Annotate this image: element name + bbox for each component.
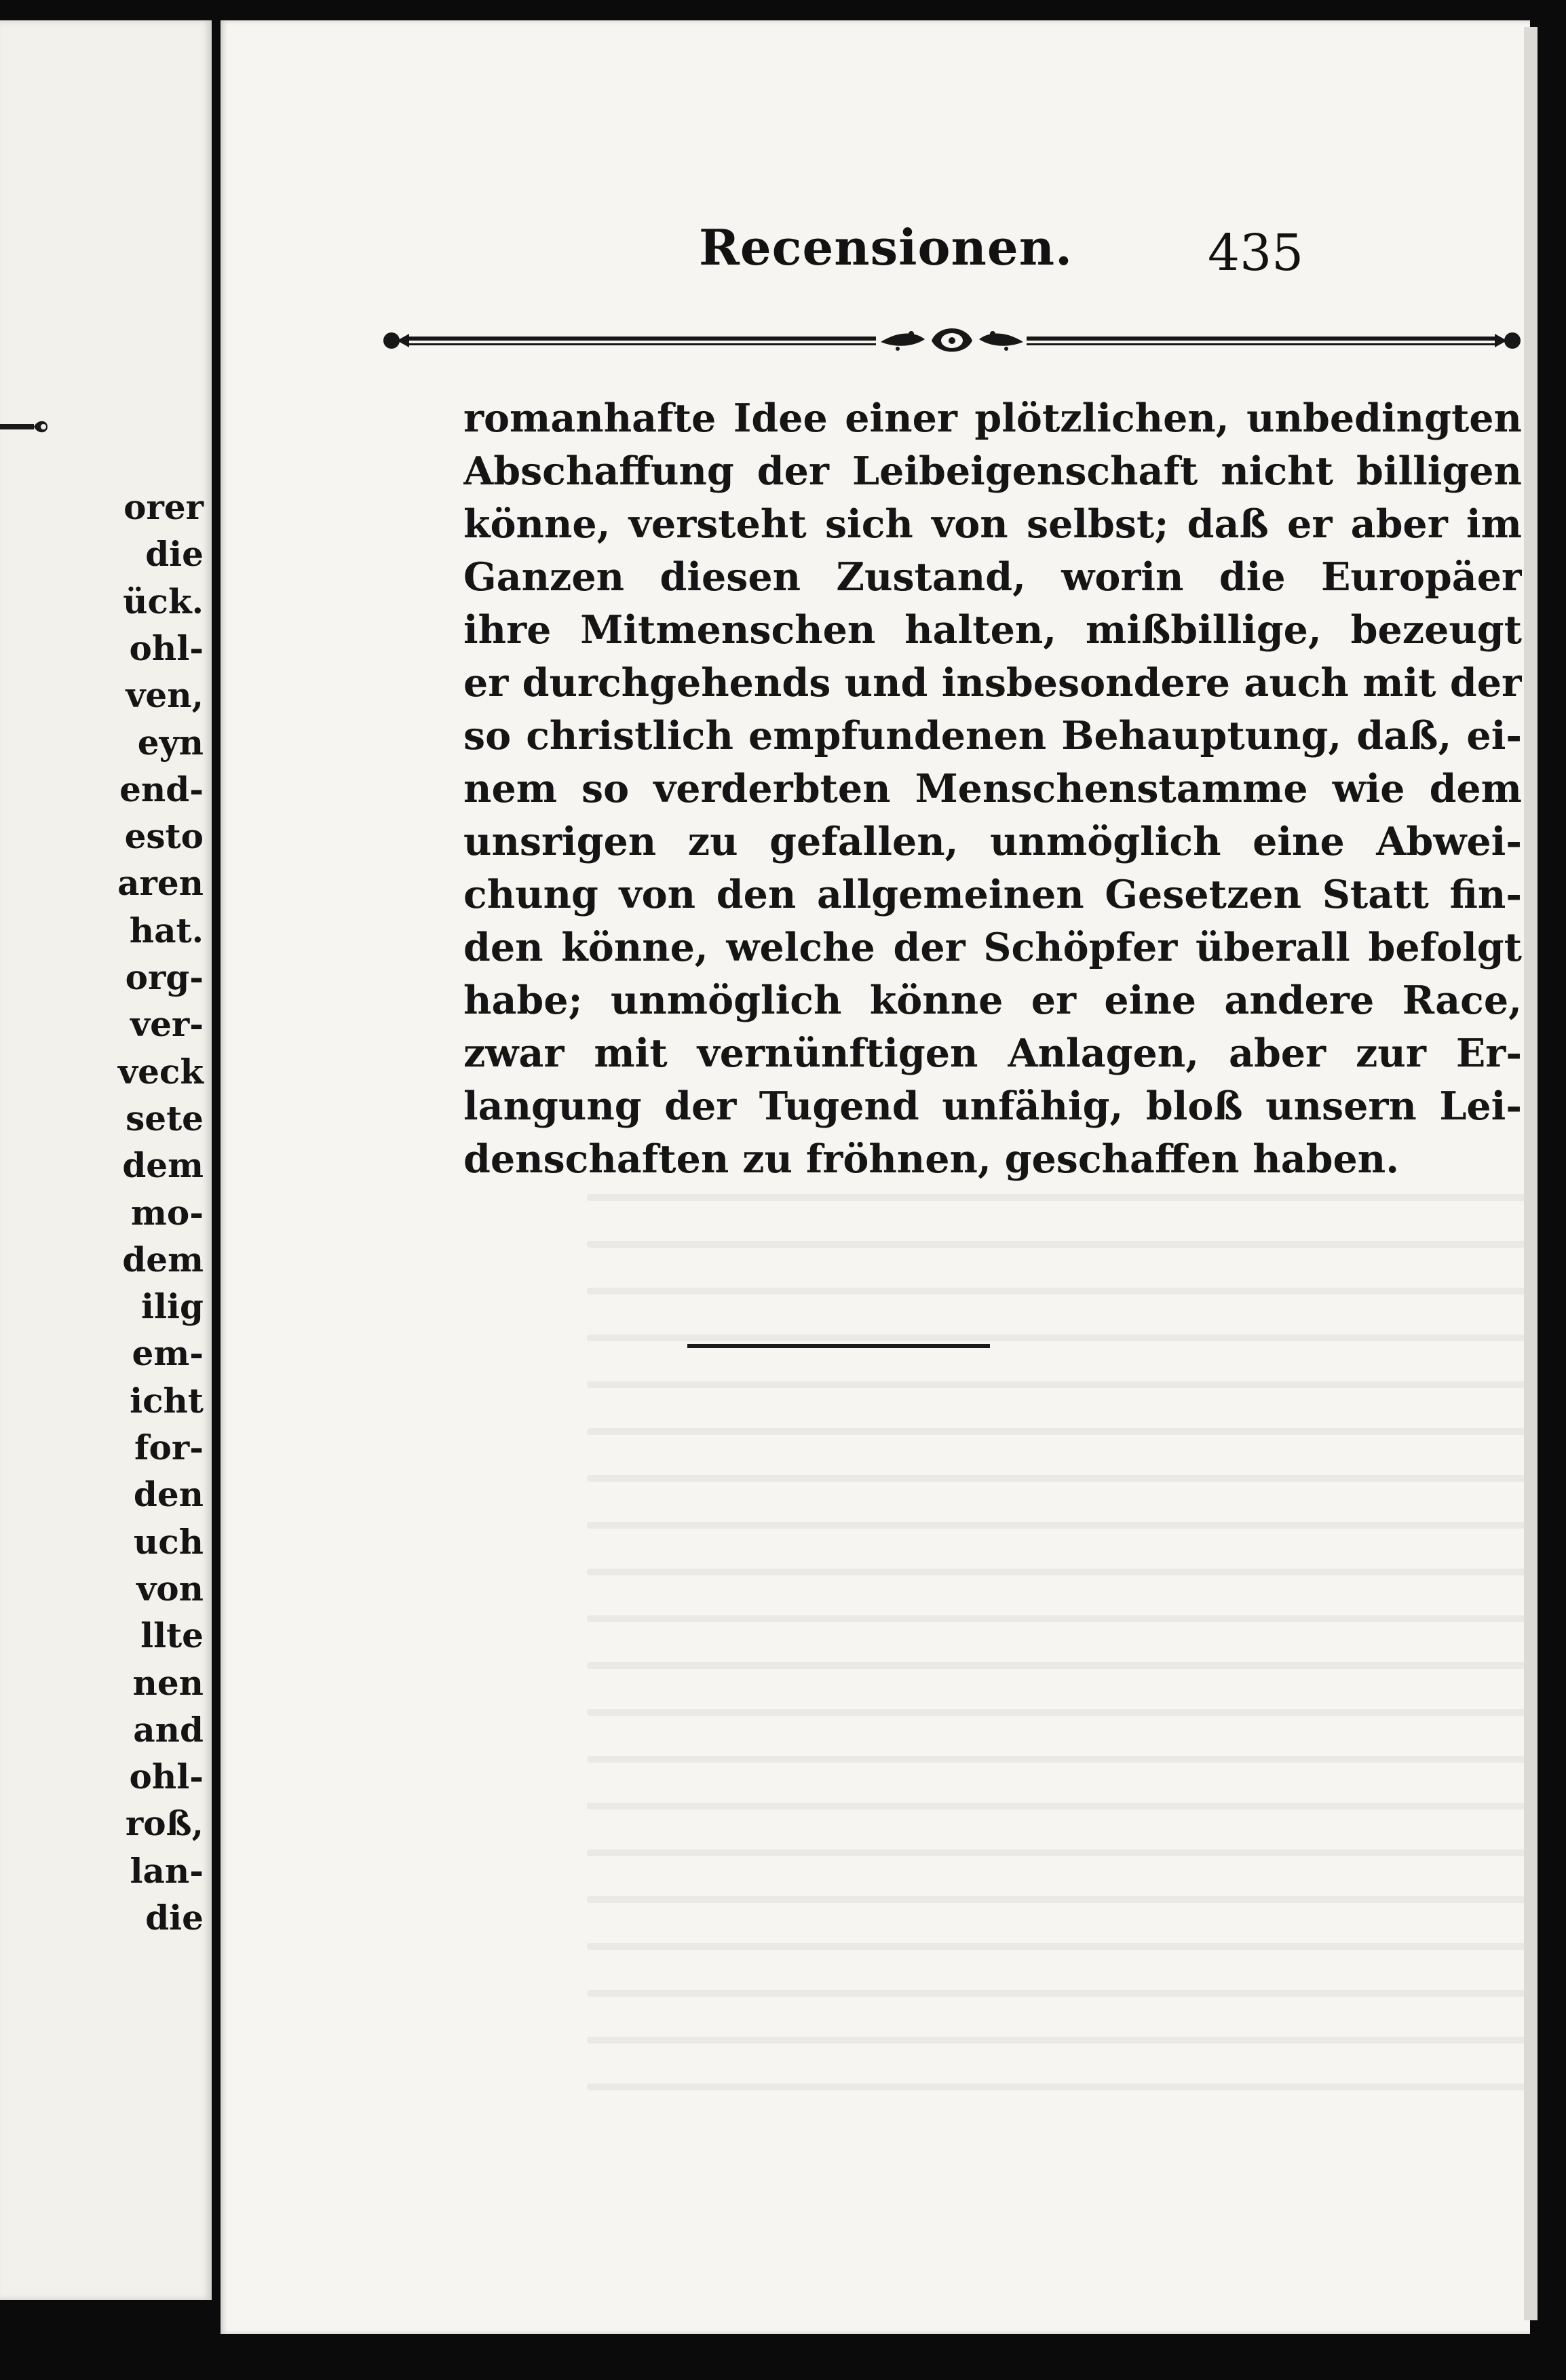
page-number: 435 — [1208, 224, 1304, 282]
text-line: denschaften zu fröhnen, geschaffen haben. — [463, 1136, 1400, 1182]
text-line: langung der Tugend unfähig, bloß unsern Lei- — [463, 1083, 1522, 1129]
text-line: unsrigen zu gefallen, unmöglich eine Abwei- — [463, 819, 1522, 864]
left-line-fragment: ven, — [126, 675, 204, 715]
left-line-fragment: sete — [126, 1098, 204, 1138]
left-line-fragment: uch — [133, 1522, 204, 1562]
left-line-fragment: hat. — [129, 910, 204, 951]
left-line-fragment: for- — [134, 1427, 204, 1467]
left-line-fragment: eyn — [137, 723, 204, 763]
left-line-fragment: ver- — [130, 1004, 204, 1044]
text-line: er durchgehends und insbesondere auch mit der — [463, 660, 1522, 706]
left-line-fragment: dem — [122, 1145, 204, 1185]
left-line-fragment: orer — [123, 487, 204, 527]
left-line-fragment: org- — [125, 957, 204, 997]
text-line: habe; unmöglich könne er eine andere Race, — [463, 978, 1522, 1023]
left-line-fragment: von — [136, 1569, 204, 1609]
left-line-fragment: dem — [122, 1240, 204, 1280]
left-line-fragment: ück. — [123, 581, 204, 621]
left-line-fragment: llte — [140, 1615, 204, 1655]
left-line-fragment: veck — [118, 1052, 204, 1092]
left-line-fragment: den — [133, 1474, 204, 1514]
page-edge — [1524, 27, 1538, 2320]
text-line: so christlich empfundenen Behauptung, daß, ei- — [463, 713, 1522, 759]
running-head: Recensionen. — [699, 218, 1073, 276]
text-line: den könne, welche der Schöpfer überall befolgt — [463, 925, 1522, 970]
text-line: Ganzen diesen Zustand, worin die Europäer — [463, 554, 1522, 600]
left-head-ornament — [0, 417, 52, 437]
text-line: chung von den allgemeinen Gesetzen Statt fin- — [463, 872, 1522, 917]
left-line-fragment: roß, — [125, 1803, 204, 1843]
left-line-fragment: ilig — [141, 1286, 204, 1326]
show-through-bleed — [587, 1194, 1537, 2212]
left-line-fragment: aren — [117, 863, 204, 903]
text-line: romanhafte Idee einer plötzlichen, unbedingten — [463, 396, 1522, 441]
ornamental-head-rule — [382, 313, 1522, 368]
right-page — [221, 20, 1530, 2334]
body-text — [463, 392, 1522, 1186]
left-line-fragment: mo- — [130, 1193, 204, 1233]
left-page-fragment — [0, 20, 212, 2300]
left-line-fragment: nen — [132, 1663, 204, 1703]
left-line-fragment: and — [133, 1710, 204, 1750]
text-line: ihre Mitmenschen halten, mißbillige, bezeugt — [463, 607, 1522, 653]
left-line-fragment: ohl- — [129, 1757, 204, 1797]
text-line: nem so verderbten Menschenstamme wie dem — [463, 766, 1522, 811]
left-line-fragment: die — [145, 1898, 204, 1938]
left-line-fragment: esto — [124, 816, 204, 856]
text-line: zwar mit vernünftigen Anlagen, aber zur Er- — [463, 1031, 1522, 1076]
left-line-fragment: em- — [132, 1333, 204, 1373]
text-line: Abschaffung der Leibeigenschaft nicht billigen — [463, 448, 1522, 494]
text-line: könne, versteht sich von selbst; daß er aber im — [463, 501, 1522, 547]
left-line-fragment: end- — [119, 769, 204, 809]
left-line-fragment: lan- — [130, 1851, 204, 1891]
left-line-fragment: die — [145, 534, 204, 574]
left-line-fragment: ohl- — [129, 628, 204, 668]
left-line-fragment: icht — [130, 1381, 204, 1421]
